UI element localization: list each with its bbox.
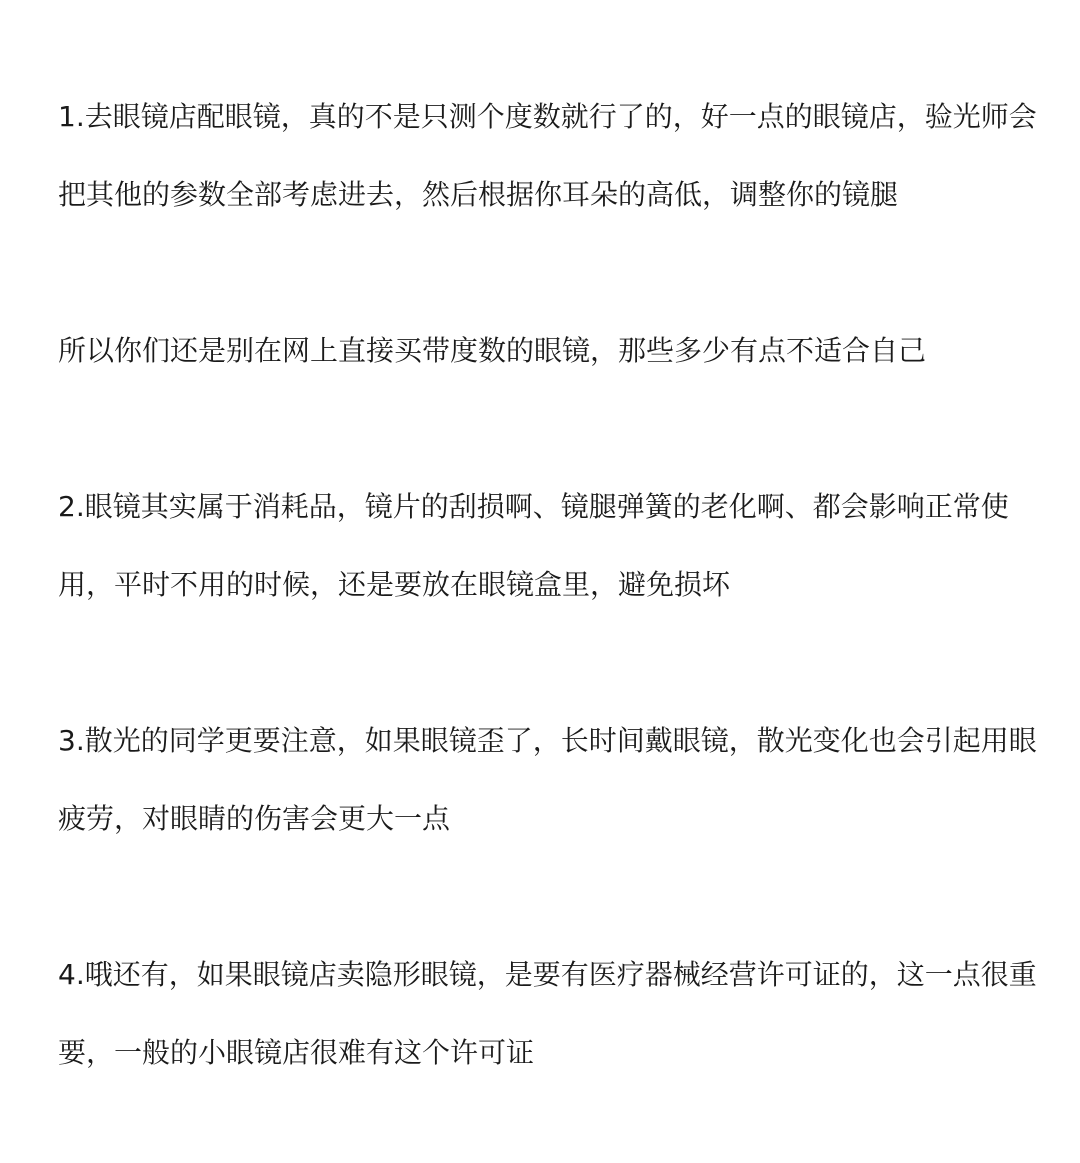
paragraph-3: 2.眼镜其实属于消耗品，镜片的刮损啊、镜腿弹簧的老化啊、都会影响正常使用，平时不用的时候，还是要放在眼镜盒里，避免损坏: [58, 490, 1009, 601]
paragraph-2: 所以你们还是别在网上直接买带度数的眼镜，那些多少有点不适合自己: [58, 334, 927, 367]
paragraph-5: 4.哦还有，如果眼镜店卖隐形眼镜，是要有医疗器械经营许可证的，这一点很重要，一般的小眼镜店很难有这个许可证: [58, 958, 1037, 1069]
article-body: [58, 78, 1043, 1092]
paragraph-4: 3.散光的同学更要注意，如果眼镜歪了，长时间戴眼镜，散光变化也会引起用眼疲劳，对眼睛的伤害会更大一点: [58, 724, 1037, 835]
paragraph-1: 1.去眼镜店配眼镜，真的不是只测个度数就行了的，好一点的眼镜店，验光师会把其他的参数全部考虑进去，然后根据你耳朵的高低，调整你的镜腿: [58, 100, 1037, 211]
